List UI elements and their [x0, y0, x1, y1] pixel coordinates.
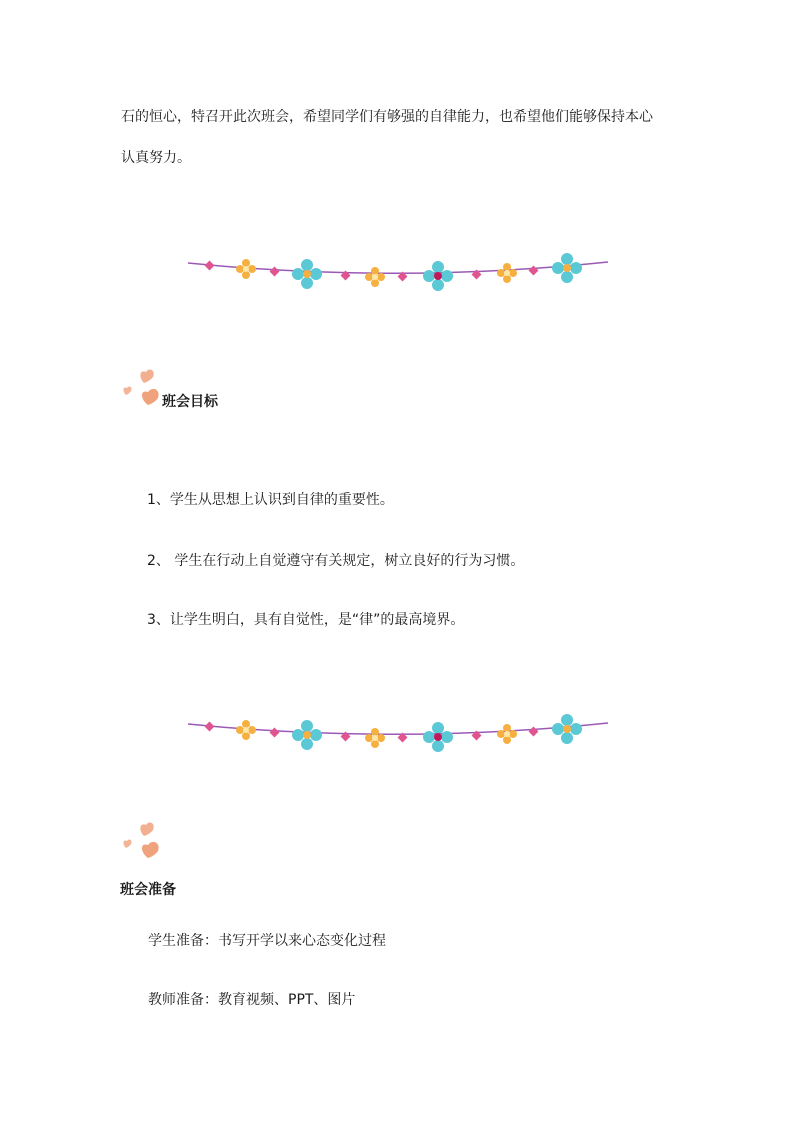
- hearts-icon: [118, 816, 162, 860]
- section-title-prep: 班会准备: [120, 882, 176, 898]
- goal-item-3: 3、让学生明白，具有自觉性，是“律”的最高境界。: [147, 612, 465, 628]
- flower-garland-divider: [183, 250, 613, 300]
- prep-student: 学生准备：书写开学以来心态变化过程: [148, 933, 386, 949]
- intro-line-1: 石的恒心，特召开此次班会，希望同学们有够强的自律能力，也希望他们能够保持本心: [121, 109, 653, 125]
- goal-item-2: 2、 学生在行动上自觉遵守有关规定，树立良好的行为习惯。: [147, 553, 525, 569]
- flower-garland-divider: [183, 711, 613, 761]
- prep-teacher: 教师准备：教育视频、PPT、图片: [148, 992, 356, 1008]
- section-title-goals: 班会目标: [162, 394, 218, 410]
- goal-item-1: 1、学生从思想上认识到自律的重要性。: [147, 492, 394, 508]
- intro-line-2: 认真努力。: [121, 150, 191, 166]
- hearts-icon: [118, 363, 162, 407]
